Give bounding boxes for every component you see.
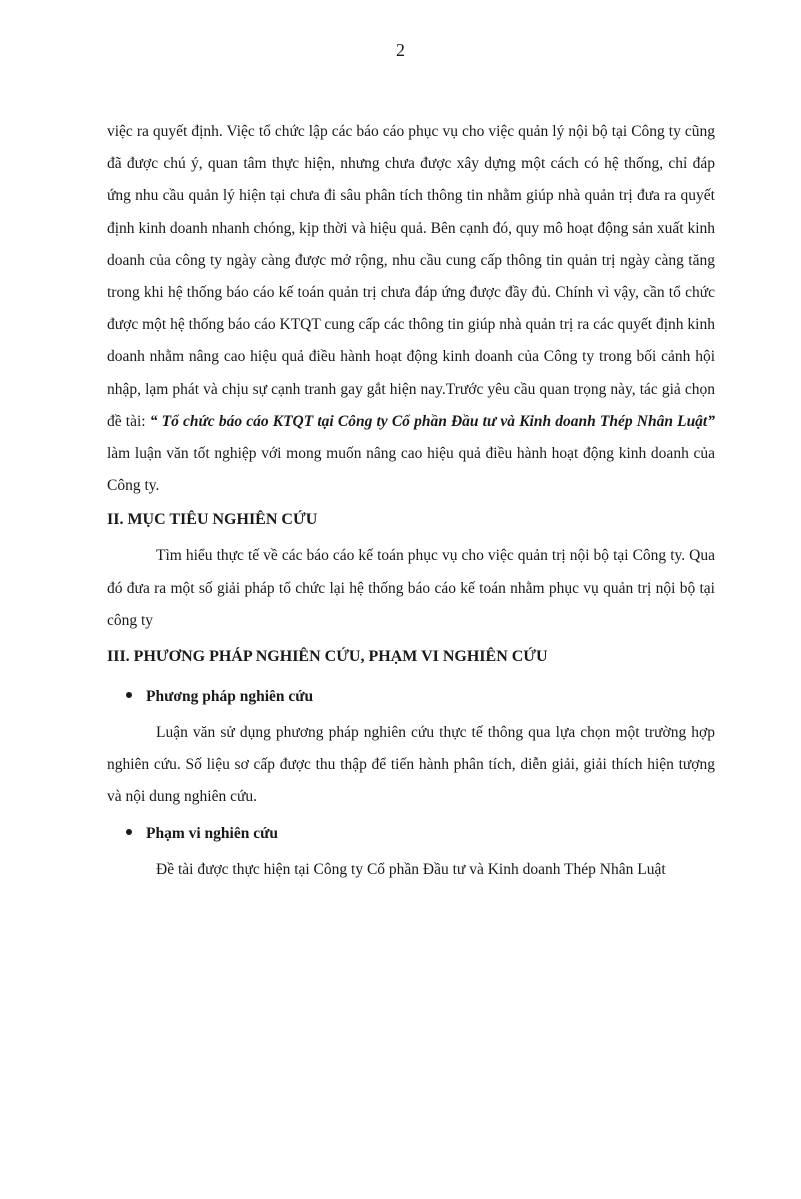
- research-method-body: Luận văn sử dụng phương pháp nghiên cứu thực tế thông qua lựa chọn một trường hợp nghiên cứu. Số liệu sơ cấp được thu thập để tiến hành phân tích, diễn giải, giải thích hiện tượng và nội dung nghiên cứu.: [107, 724, 715, 806]
- bullet-dot-icon: [126, 829, 132, 835]
- bullet-research-method-label: Phương pháp nghiên cứu: [146, 688, 314, 706]
- bullet-research-method: [107, 681, 715, 713]
- research-scope-body: Đề tài được thực hiện tại Công ty Cổ phần Đầu tư và Kinh doanh Thép Nhân Luật: [156, 860, 666, 878]
- intro-paragraph: [107, 116, 715, 502]
- intro-text-end: làm luận văn tốt nghiệp với mong muốn nâng cao hiệu quả điều hành hoạt động kinh doanh của Công ty.: [107, 445, 715, 495]
- bullet-dot-icon: [126, 692, 132, 698]
- thesis-title: “ Tổ chức báo cáo KTQT tại Công ty Cổ phần Đầu tư và Kinh doanh Thép Nhân Luật”: [149, 412, 715, 430]
- page-body: [107, 116, 715, 886]
- section-3-heading: III. PHƯƠNG PHÁP NGHIÊN CỨU, PHẠM VI NGHIÊN CỨU: [107, 648, 548, 666]
- bullet-research-scope: [107, 818, 715, 850]
- intro-text-start: việc ra quyết định. Việc tổ chức lập các báo cáo phục vụ cho việc quản lý nội bộ tại Công ty cũng đã được chú ý, quan tâm thực hiện, nhưng chưa được xây dựng một cách có hệ thống, chỉ đáp ứng nhu cầu quản lý hiện tại chưa đi sâu phân tích thông tin nhằm giúp nhà quản trị đưa ra quyết định kinh doanh nhanh chóng, kịp thời và hiệu quả. Bên cạnh đó, quy mô hoạt động sản xuất kinh doanh của công ty ngày càng được mở rộng, nhu cầu cung cấp thông tin quản trị ngày càng tăng trong khi hệ thống báo cáo kế toán quản trị chưa đáp ứng được đầy đủ. Chính vì vậy, cần tổ chức được một hệ thống báo cáo KTQT cung cấp các thông tin giúp nhà quản trị ra các quyết định kinh doanh nhằm nâng cao hiệu quả điều hành hoạt động kinh doanh của Công ty trong bối cảnh hội nhập, lạm phát và chịu sự cạnh tranh gay gắt hiện nay.Trước yêu cầu quan trọng này, tác giả chọn đề tài:: [107, 123, 715, 430]
- bullet-research-scope-label: Phạm vi nghiên cứu: [146, 824, 279, 842]
- section-2-heading: II. MỤC TIÊU NGHIÊN CỨU: [107, 511, 318, 529]
- section-2-body: Tìm hiểu thực tế về các báo cáo kế toán phục vụ cho việc quản trị nội bộ tại Công ty. Qua đó đưa ra một số giải pháp tổ chức lại hệ thống báo cáo kế toán nhằm phục vụ quản trị nội bộ tại công ty: [107, 547, 715, 629]
- page-number: 2: [396, 40, 405, 60]
